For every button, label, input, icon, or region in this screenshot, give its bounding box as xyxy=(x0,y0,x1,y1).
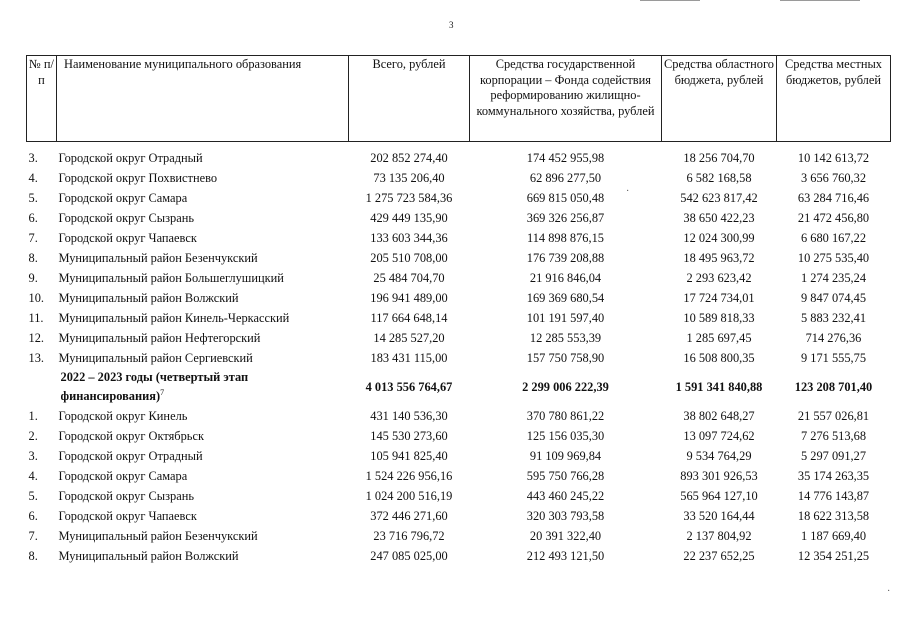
row-num: 6. xyxy=(28,509,38,523)
table-row xyxy=(27,248,891,268)
header-regional: Средства областного бюджета, рублей xyxy=(662,56,777,142)
row-local: 7 276 513,68 xyxy=(800,429,867,443)
table-row xyxy=(27,328,891,348)
row-fund: 62 896 277,50 xyxy=(529,171,602,185)
row-num: 13. xyxy=(28,351,44,365)
table-row xyxy=(27,486,891,506)
table-row xyxy=(27,546,891,566)
row-num: 2. xyxy=(28,429,38,443)
row-fund: 12 285 553,39 xyxy=(529,331,602,345)
row-total: 14 285 527,20 xyxy=(373,331,445,345)
row-fund: 320 303 793,58 xyxy=(526,509,605,523)
row-name: Муниципальный район Волжский xyxy=(58,549,239,563)
row-fund: 369 326 256,87 xyxy=(526,211,605,225)
scan-speck: · xyxy=(626,186,630,197)
row-name: Городской округ Сызрань xyxy=(58,489,195,503)
row-local: 6 680 167,22 xyxy=(800,231,867,245)
row-num: 9. xyxy=(28,271,38,285)
stage-fund: 2 299 006 222,39 xyxy=(522,380,609,394)
row-total: 105 941 825,40 xyxy=(370,449,448,463)
row-name: Городской округ Отрадный xyxy=(58,449,203,463)
row-total: 23 716 796,72 xyxy=(373,529,445,543)
row-total: 133 603 344,36 xyxy=(370,231,448,245)
row-regional: 17 724 734,01 xyxy=(683,291,755,305)
row-fund: 157 750 758,90 xyxy=(526,351,605,365)
row-num: 4. xyxy=(28,171,38,185)
table-row xyxy=(27,228,891,248)
row-regional: 2 293 623,42 xyxy=(686,271,752,285)
header-name: Наименование муниципального образования xyxy=(57,56,349,142)
stage-name xyxy=(57,368,349,406)
row-regional: 893 301 926,53 xyxy=(680,469,758,483)
row-local: 21 472 456,80 xyxy=(797,211,870,225)
row-num: 1. xyxy=(28,409,38,423)
row-regional: 38 802 648,27 xyxy=(683,409,755,423)
row-total: 205 510 708,00 xyxy=(370,251,448,265)
row-local: 35 174 263,35 xyxy=(797,469,870,483)
row-local: 18 622 313,58 xyxy=(797,509,870,523)
row-num: 4. xyxy=(28,469,38,483)
row-num: 7. xyxy=(28,231,38,245)
row-fund: 125 156 035,30 xyxy=(526,429,605,443)
row-local: 1 187 669,40 xyxy=(800,529,867,543)
row-name: Муниципальный район Волжский xyxy=(58,291,239,305)
header-num: № п/п xyxy=(27,56,57,142)
row-regional: 565 964 127,10 xyxy=(680,489,758,503)
table-row xyxy=(27,142,891,169)
row-name: Городской округ Самара xyxy=(58,469,188,483)
row-local: 714 276,36 xyxy=(805,331,862,345)
row-total: 1 024 200 516,19 xyxy=(365,489,453,503)
row-num: 8. xyxy=(28,251,38,265)
row-num: 11. xyxy=(28,311,44,325)
row-total: 202 852 274,40 xyxy=(370,151,448,165)
table-row xyxy=(27,406,891,426)
row-total: 429 449 135,90 xyxy=(370,211,448,225)
row-regional: 18 256 704,70 xyxy=(683,151,755,165)
row-num: 10. xyxy=(28,291,44,305)
row-fund: 669 815 050,48 xyxy=(526,191,605,205)
row-name: Муниципальный район Безенчукский xyxy=(58,529,258,543)
stage-footnote: 7 xyxy=(160,388,165,398)
row-regional: 33 520 164,44 xyxy=(683,509,755,523)
row-local: 1 274 235,24 xyxy=(800,271,867,285)
table-row xyxy=(27,466,891,486)
table-row xyxy=(27,348,891,368)
table-row xyxy=(27,208,891,228)
row-total: 145 530 273,60 xyxy=(370,429,448,443)
row-local: 21 557 026,81 xyxy=(797,409,870,423)
row-fund: 101 191 597,40 xyxy=(526,311,605,325)
row-local: 9 171 555,75 xyxy=(800,351,867,365)
row-name: Муниципальный район Нефтегорский xyxy=(58,331,261,345)
row-num: 7. xyxy=(28,529,38,543)
table-row xyxy=(27,288,891,308)
row-fund: 443 460 245,22 xyxy=(526,489,605,503)
table-row xyxy=(27,526,891,546)
row-local: 3 656 760,32 xyxy=(800,171,867,185)
stage-summary-row xyxy=(27,368,891,406)
table-body xyxy=(27,142,891,567)
row-total: 372 446 271,60 xyxy=(370,509,448,523)
row-num: 6. xyxy=(28,211,38,225)
table-row xyxy=(27,446,891,466)
row-name: Муниципальный район Кинель-Черкасский xyxy=(58,311,290,325)
row-local: 14 776 143,87 xyxy=(797,489,870,503)
row-fund: 212 493 121,50 xyxy=(526,549,605,563)
row-num: 8. xyxy=(28,549,38,563)
row-regional: 18 495 963,72 xyxy=(683,251,755,265)
row-regional: 13 097 724,62 xyxy=(683,429,755,443)
row-local: 12 354 251,25 xyxy=(797,549,870,563)
row-regional: 6 582 168,58 xyxy=(686,171,752,185)
row-name: Городской округ Кинель xyxy=(58,409,188,423)
row-name: Городской округ Похвистнево xyxy=(58,171,218,185)
stage-name-text: 2022 – 2023 годы (четвертый этап финансирования) xyxy=(60,370,249,404)
row-name: Городской округ Чапаевск xyxy=(58,509,197,523)
row-fund: 174 452 955,98 xyxy=(526,151,605,165)
row-num: 5. xyxy=(28,489,38,503)
header-total: Всего, рублей xyxy=(349,56,470,142)
row-local: 9 847 074,45 xyxy=(800,291,867,305)
row-name: Муниципальный район Безенчукский xyxy=(58,251,258,265)
header-fund: Средства государственной корпорации – Фонда содействия реформированию жилищно-коммунального хозяйства, рублей xyxy=(470,56,662,142)
table-row xyxy=(27,268,891,288)
row-total: 25 484 704,70 xyxy=(373,271,445,285)
row-fund: 21 916 846,04 xyxy=(529,271,602,285)
row-fund: 91 109 969,84 xyxy=(529,449,602,463)
row-fund: 169 369 680,54 xyxy=(526,291,605,305)
row-fund: 114 898 876,15 xyxy=(527,231,604,245)
row-local: 5 883 232,41 xyxy=(800,311,867,325)
row-regional: 542 623 817,42 xyxy=(680,191,758,205)
row-regional: 38 650 422,23 xyxy=(683,211,755,225)
row-local: 63 284 716,46 xyxy=(797,191,870,205)
row-num: 12. xyxy=(28,331,44,345)
row-fund: 370 780 861,22 xyxy=(526,409,605,423)
header-local: Средства местных бюджетов, рублей xyxy=(777,56,891,142)
table-row xyxy=(27,168,891,188)
row-local: 10 142 613,72 xyxy=(797,151,870,165)
top-edge-rule-2 xyxy=(780,0,860,1)
stage-total: 4 013 556 764,67 xyxy=(365,380,453,394)
table-row xyxy=(27,188,891,208)
funding-table xyxy=(26,55,891,566)
row-name: Муниципальный район Сергиевский xyxy=(58,351,253,365)
row-fund: 20 391 322,40 xyxy=(529,529,602,543)
row-name: Городской округ Октябрьск xyxy=(58,429,204,443)
row-fund: 176 739 208,88 xyxy=(526,251,605,265)
row-name: Городской округ Отрадный xyxy=(58,151,203,165)
row-regional: 10 589 818,33 xyxy=(683,311,755,325)
scan-speck: · xyxy=(887,586,891,597)
row-regional: 9 534 764,29 xyxy=(686,449,752,463)
top-edge-rule-1 xyxy=(640,0,700,1)
row-total: 117 664 648,14 xyxy=(370,311,448,325)
row-name: Городской округ Сызрань xyxy=(58,211,195,225)
row-name: Муниципальный район Большеглушицкий xyxy=(58,271,284,285)
row-local: 5 297 091,27 xyxy=(800,449,867,463)
row-regional: 12 024 300,99 xyxy=(683,231,755,245)
table-row xyxy=(27,426,891,446)
table-row xyxy=(27,506,891,526)
table-header xyxy=(27,56,891,142)
row-regional: 22 237 652,25 xyxy=(683,549,755,563)
row-regional: 16 508 800,35 xyxy=(683,351,755,365)
row-total: 196 941 489,00 xyxy=(370,291,448,305)
row-total: 247 085 025,00 xyxy=(370,549,448,563)
row-total: 183 431 115,00 xyxy=(370,351,448,365)
row-regional: 1 285 697,45 xyxy=(686,331,752,345)
row-num: 3. xyxy=(28,151,38,165)
row-fund: 595 750 766,28 xyxy=(526,469,605,483)
stage-regional: 1 591 341 840,88 xyxy=(675,380,763,394)
stage-num xyxy=(27,368,57,406)
stage-local: 123 208 701,40 xyxy=(794,380,873,394)
page-number: 3 xyxy=(449,20,454,30)
row-local: 10 275 535,40 xyxy=(797,251,870,265)
row-regional: 2 137 804,92 xyxy=(686,529,752,543)
row-total: 1 524 226 956,16 xyxy=(365,469,453,483)
row-total: 1 275 723 584,36 xyxy=(365,191,453,205)
row-num: 5. xyxy=(28,191,38,205)
table-row xyxy=(27,308,891,328)
row-total: 73 135 206,40 xyxy=(373,171,445,185)
row-name: Городской округ Чапаевск xyxy=(58,231,197,245)
row-name: Городской округ Самара xyxy=(58,191,188,205)
row-total: 431 140 536,30 xyxy=(370,409,448,423)
row-num: 3. xyxy=(28,449,38,463)
header-row xyxy=(27,56,891,142)
